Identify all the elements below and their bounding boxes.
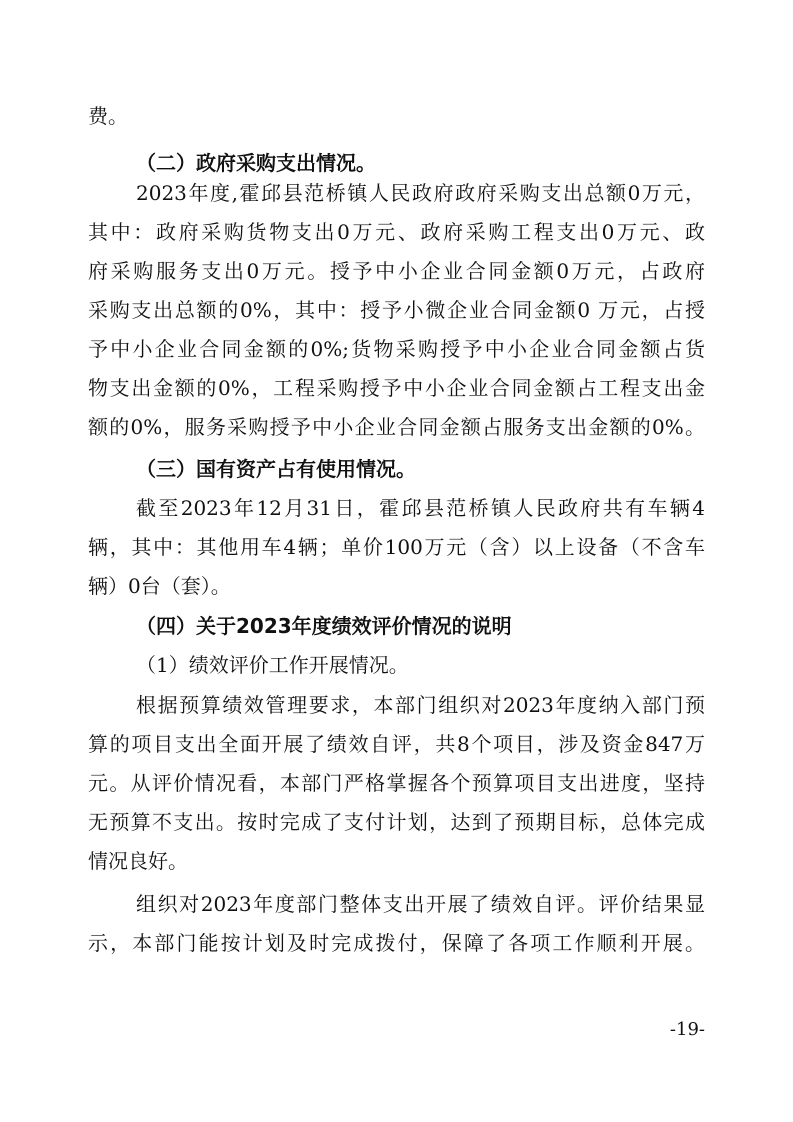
paragraph-line-13: 辆）0台（套）。	[88, 574, 231, 598]
paragraph-line-19: 无预算不支出。按时完成了支付计划，达到了预期目标，总体完成	[88, 810, 705, 834]
section-heading-state-assets: （三）国有资产占有使用情况。	[136, 457, 416, 481]
paragraph-line-8: 物支出金额的0%，工程采购授予中小企业合同金额占工程支出金	[88, 376, 705, 400]
paragraph-line-7: 予中小企业合同金额的0%;货物采购授予中小企业合同金额占货	[88, 337, 705, 361]
paragraph-line-4: 其中：政府采购货物支出0万元、政府采购工程支出0万元、政	[88, 220, 705, 244]
paragraph-line-16: 根据预算绩效管理要求，本部门组织对2023年度纳入部门预	[136, 693, 705, 717]
paragraph-line-6: 采购支出总额的0%，其中：授予小微企业合同金额0 万元，占授	[88, 298, 705, 322]
subsection-heading-evaluation-work: （1）绩效评价工作开展情况。	[136, 653, 409, 677]
paragraph-line-22: 示，本部门能按计划及时完成拨付，保障了各项工作顺利开展。	[88, 931, 705, 955]
paragraph-line-17: 算的项目支出全面开展了绩效自评，共8个项目，涉及资金847万	[88, 732, 705, 756]
section-heading-performance-evaluation: （四）关于2023年度绩效评价情况的说明	[136, 614, 512, 638]
page-number: -19-	[669, 1019, 705, 1040]
paragraph-line-20: 情况良好。	[88, 849, 188, 873]
paragraph-line-9: 额的0%，服务采购授予中小企业合同金额占服务支出金额的0%。	[88, 415, 705, 439]
paragraph-line-1: 费。	[88, 104, 128, 128]
section-heading-government-procurement: （二）政府采购支出情况。	[136, 151, 376, 175]
paragraph-line-21: 组织对2023年度部门整体支出开展了绩效自评。评价结果显	[136, 892, 705, 916]
paragraph-line-12: 辆，其中：其他用车4辆；单价100万元（含）以上设备（不含车	[88, 535, 705, 559]
paragraph-line-18: 元。从评价情况看，本部门严格掌握各个预算项目支出进度，坚持	[88, 771, 705, 795]
paragraph-line-11: 截至2023年12月31日，霍邱县范桥镇人民政府共有车辆4	[136, 496, 705, 520]
paragraph-line-3: 2023年度,霍邱县范桥镇人民政府政府采购支出总额0万元，	[136, 181, 705, 205]
paragraph-line-5: 府采购服务支出0万元。授予中小企业合同金额0万元，占政府	[88, 259, 705, 283]
